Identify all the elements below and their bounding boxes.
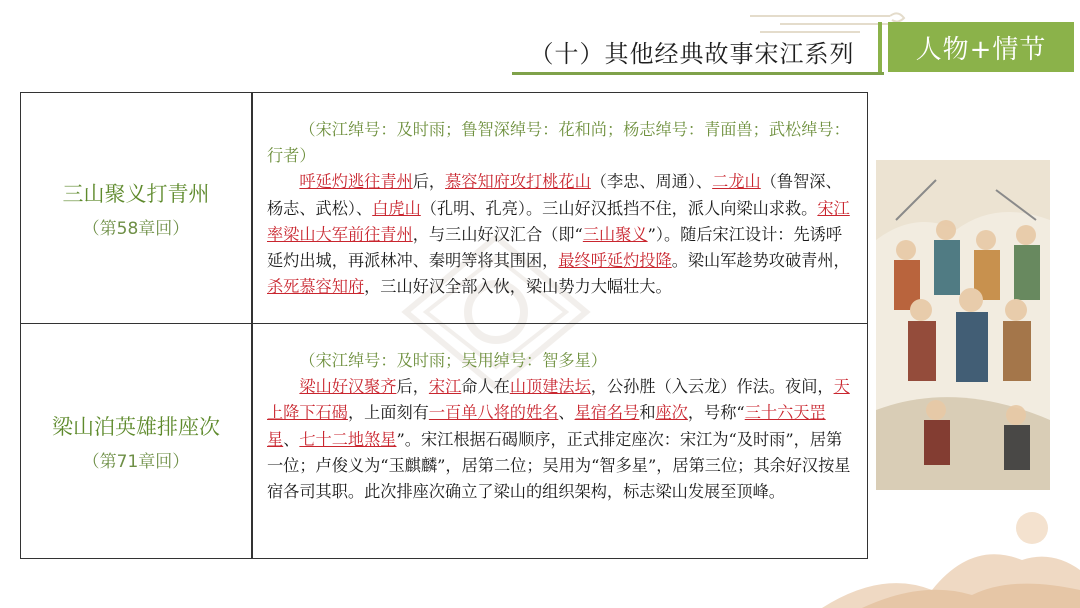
plot-cell	[267, 348, 857, 505]
plot-text-segment: ，号称“	[687, 403, 745, 423]
highlight-phrase: 山顶建法坛	[509, 377, 591, 397]
plot-text-segment: ，三山好汉全部入伙，梁山势力大幅壮大。	[364, 277, 672, 297]
plot-text-segment: ，上面刻有	[347, 403, 429, 423]
title-block	[512, 28, 884, 76]
highlight-phrase: 天上降下石碣	[267, 377, 850, 423]
plot-text	[267, 169, 857, 300]
event-cell	[21, 93, 251, 323]
heroes-illustration	[876, 160, 1050, 490]
plot-text-segment: ，公孙胜（入云龙）作法。夜间，	[590, 377, 834, 397]
event-cell	[21, 324, 251, 558]
plot-text-segment: （孔明、孔亮）。三山好汉抵挡不住，派人向梁山求救。	[420, 198, 818, 218]
plot-text-segment: ，与三山好汉汇合（即“	[412, 224, 583, 244]
event-title: 三山聚义打青州	[62, 181, 210, 206]
highlight-phrase: 二龙山	[712, 172, 761, 192]
plot-text-segment: 后，	[412, 172, 446, 192]
highlight-phrase: 宋江	[428, 377, 462, 397]
plot-text-segment: ”）。随后宋江设计：先诱呼延灼出城，再派林冲、秦明等将其围困，	[267, 224, 843, 271]
highlight-phrase: 梁山好汉聚齐	[299, 377, 397, 397]
highlight-phrase: 一百单八将的姓名	[428, 403, 559, 423]
column-divider	[251, 93, 253, 323]
highlight-phrase: 宋江率梁山大军前往青州	[267, 198, 850, 244]
highlight-phrase: 杀死慕容知府	[267, 277, 365, 297]
plot-text-segment: 命人在	[461, 377, 510, 397]
page-title: （十）其他经典故事宋江系列	[529, 40, 855, 68]
plot-text-segment: 和	[639, 403, 656, 423]
tag-accent-bar	[878, 22, 882, 72]
mountain-ornament	[822, 500, 1080, 608]
highlight-phrase: 慕容知府攻打桃花山	[445, 172, 591, 192]
plot-text-segment: （李忠、周通）、	[590, 172, 713, 192]
table-row	[21, 324, 867, 558]
nickname-note: （宋江绰号：及时雨；吴用绰号：智多星）	[299, 351, 607, 370]
plot-text-segment: 、	[558, 403, 575, 423]
event-chapter: （第71章回）	[82, 451, 190, 472]
event-chapter: （第58章回）	[82, 218, 190, 239]
plot-text	[267, 374, 857, 505]
highlight-phrase: 座次	[655, 403, 688, 423]
plot-text-segment: 。梁山军趁势攻破青州，	[671, 251, 850, 271]
story-table	[20, 92, 868, 559]
plot-text-segment: ”。宋江根据石碣顺序，正式排定座次：宋江为“及时雨”，居第一位；卢俊义为“玉麒麟”，居第二位；吴用为“智多星”，居第三位；其余好汉按星宿各司其职。此次排座次确立了梁山的组织架构，标志梁山发展至顶峰。	[267, 429, 851, 502]
nickname-note: （宋江绰号：及时雨；鲁智深绰号：花和尚；杨志绰号：青面兽；武松绰号：行者）	[267, 120, 850, 166]
highlight-phrase: 三山聚义	[582, 224, 648, 244]
event-title: 梁山泊英雄排座次	[52, 414, 220, 439]
title-underline	[512, 72, 884, 75]
plot-cell	[267, 117, 857, 300]
highlight-phrase: 星宿名号	[574, 403, 640, 423]
table-row	[21, 93, 867, 324]
highlight-phrase: 白虎山	[372, 198, 421, 218]
highlight-phrase: 三十六天罡星	[267, 403, 826, 449]
plot-text-segment: 、	[283, 429, 300, 449]
plot-text-segment: （鲁智深、杨志、武松）、	[267, 172, 842, 218]
category-tag: 人物+情节	[888, 22, 1074, 72]
column-divider	[251, 324, 253, 558]
highlight-phrase: 呼延灼逃往青州	[299, 172, 413, 192]
highlight-phrase: 最终呼延灼投降	[558, 251, 672, 271]
highlight-phrase: 七十二地煞星	[299, 429, 397, 449]
plot-text-segment: 后，	[396, 377, 429, 397]
